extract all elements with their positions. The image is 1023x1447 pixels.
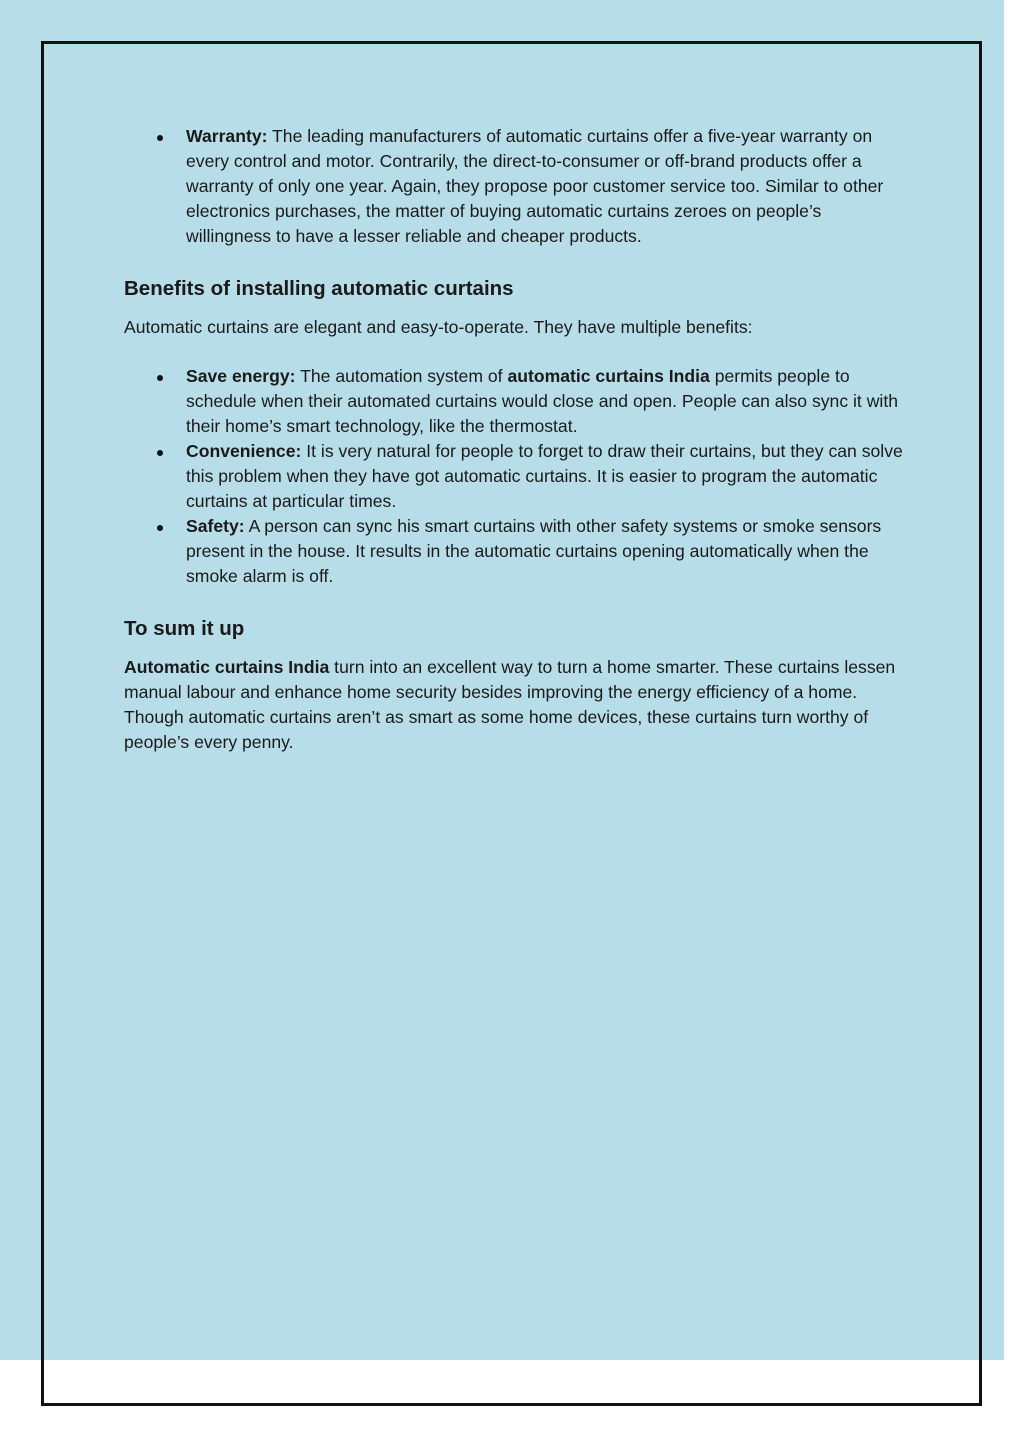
bullet-icon [157,375,163,381]
warranty-text: The leading manufacturers of automatic curtains offer a five-year warranty on every control and motor. Contrarily, the direct-to-consumer or off-brand products offer a warranty of only one year. Again, they propose poor customer service too. Similar to other electronics purchases, the matter of buying automatic curtains zeroes on people’s willingness to have a lesser reliable and cheaper products. [186,126,884,246]
summary-heading: To sum it up [124,617,245,640]
save-energy-label: Save energy: [186,366,296,386]
warranty-label: Warranty: [186,126,268,146]
summary-paragraph [124,655,909,755]
warranty-list [124,124,909,249]
bullet-icon [157,450,163,456]
benefits-list [124,364,909,589]
bullet-icon [157,525,163,531]
summary-text: turn into an excellent way to turn a home smarter. These curtains lessen manual labour and enhance home security besides improving the energy efficiency of a home. Though automatic curtains aren’t as smart as some home devices, these curtains turn worthy of people’s every penny. [124,657,896,752]
save-energy-keyword: automatic curtains India [507,366,710,386]
safety-text: A person can sync his smart curtains with other safety systems or smoke sensors present in the house. It results in the automatic curtains opening automatically when the smoke alarm is off. [186,516,882,586]
benefits-intro: Automatic curtains are elegant and easy-to-operate. They have multiple benefits: [124,317,753,337]
list-item-safety [124,514,909,589]
save-energy-text-a: The automation system of [295,366,508,386]
benefits-heading: Benefits of installing automatic curtains [124,277,514,300]
save-energy-text-b: permits people to schedule when their automated curtains would close and open. People can also sync it with their home’s smart technology, like the thermostat. [186,366,898,436]
list-item-warranty [124,124,909,249]
bullet-icon [157,135,163,141]
summary-keyword: Automatic curtains India [124,657,330,677]
convenience-text: It is very natural for people to forget to draw their curtains, but they can solve this problem when they have got automatic curtains. It is easier to program the automatic curtains at particular times. [186,441,903,511]
safety-label: Safety: [186,516,245,536]
convenience-label: Convenience: [186,441,302,461]
document-content [124,124,909,755]
list-item-convenience [124,439,909,514]
list-item-save-energy [124,364,909,439]
